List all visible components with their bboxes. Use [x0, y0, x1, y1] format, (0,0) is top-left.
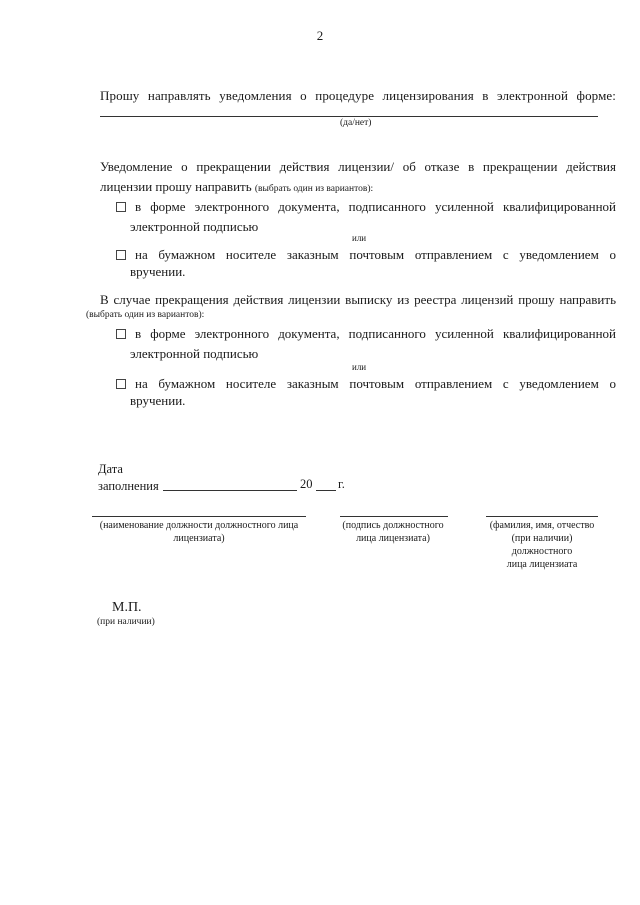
termination-notice-line2	[100, 177, 616, 199]
termination-option-paper	[116, 246, 616, 280]
extract-option-electronic-line1	[116, 324, 616, 344]
termination-option-electronic-line1	[116, 197, 616, 217]
termination-option-electronic-line2: электронной подписью	[130, 219, 259, 234]
termination-option-electronic-text1: в форме электронного документа, подписанного усиленной квалифицированной	[135, 199, 616, 214]
page-number: 2	[316, 28, 324, 43]
extract-option-paper-line2: вручении.	[130, 393, 186, 408]
extract-notice-line1: В случае прекращения действия лицензии выписку из реестра лицензий прошу направить	[100, 292, 616, 307]
termination-notice-choose-note: (выбрать один из вариантов):	[254, 184, 374, 194]
extract-or-label: или	[352, 362, 367, 372]
extract-option-paper-text1: на бумажном носителе заказным почтовым отправлением с уведомлением о	[135, 376, 616, 391]
signature-caption	[334, 519, 452, 545]
position-signature-line[interactable]	[92, 516, 306, 517]
termination-option-paper-checkbox[interactable]	[116, 250, 126, 260]
signature-caption-line1: (подпись должностного	[342, 520, 444, 531]
date-day-month-line[interactable]	[163, 490, 297, 491]
extract-option-paper	[116, 375, 616, 409]
termination-notice-line1: Уведомление о прекращении действия лицензии/ об отказе в прекращении действия	[100, 159, 616, 174]
date-year-suffix: г.	[338, 477, 345, 491]
name-caption	[480, 519, 604, 571]
termination-or-label: или	[352, 233, 367, 243]
name-signature-line[interactable]	[486, 516, 598, 517]
extract-option-electronic-checkbox[interactable]	[116, 329, 126, 339]
termination-option-paper-line2: вручении.	[130, 264, 186, 279]
position-caption-line1: (наименование должности должностного лица	[99, 520, 299, 531]
name-caption-line1: (фамилия, имя, отчество	[489, 520, 595, 531]
position-caption-line2: лицензиата)	[173, 533, 225, 544]
electronic-notice-caption: (да/нет)	[340, 118, 372, 128]
extract-notice	[100, 290, 616, 310]
position-caption	[92, 519, 306, 545]
date-label-line2: заполнения	[98, 479, 159, 493]
date-year-prefix: 20	[300, 477, 313, 491]
termination-notice	[100, 157, 616, 199]
extract-notice-choose-note: (выбрать один из вариантов):	[86, 310, 205, 320]
termination-option-electronic-checkbox[interactable]	[116, 202, 126, 212]
date-label-line1: Дата	[98, 462, 123, 476]
name-caption-line3: должностного	[511, 546, 573, 557]
signature-line[interactable]	[340, 516, 448, 517]
termination-option-paper-line1	[116, 246, 616, 263]
extract-option-electronic	[116, 324, 616, 364]
stamp-label: М.П.	[112, 600, 142, 615]
signature-caption-line2: лица лицензиата)	[356, 533, 430, 544]
electronic-notice-answer-line[interactable]	[100, 116, 598, 117]
stamp-note: (при наличии)	[97, 617, 155, 627]
extract-option-paper-line1	[116, 375, 616, 392]
name-caption-line2: (при наличии)	[511, 533, 573, 544]
termination-notice-line2-main: лицензии прошу направить	[100, 179, 252, 194]
termination-option-paper-text1: на бумажном носителе заказным почтовым отправлением с уведомлением о	[135, 247, 616, 262]
extract-option-electronic-line2: электронной подписью	[130, 346, 259, 361]
electronic-notice-text: Прошу направлять уведомления о процедуре лицензирования в электронной форме:	[100, 88, 616, 103]
extract-option-paper-checkbox[interactable]	[116, 379, 126, 389]
name-caption-line4: лица лицензиата	[506, 559, 578, 570]
termination-option-electronic	[116, 197, 616, 237]
extract-option-electronic-text1: в форме электронного документа, подписанного усиленной квалифицированной	[135, 326, 616, 341]
date-year-line[interactable]	[316, 490, 336, 491]
